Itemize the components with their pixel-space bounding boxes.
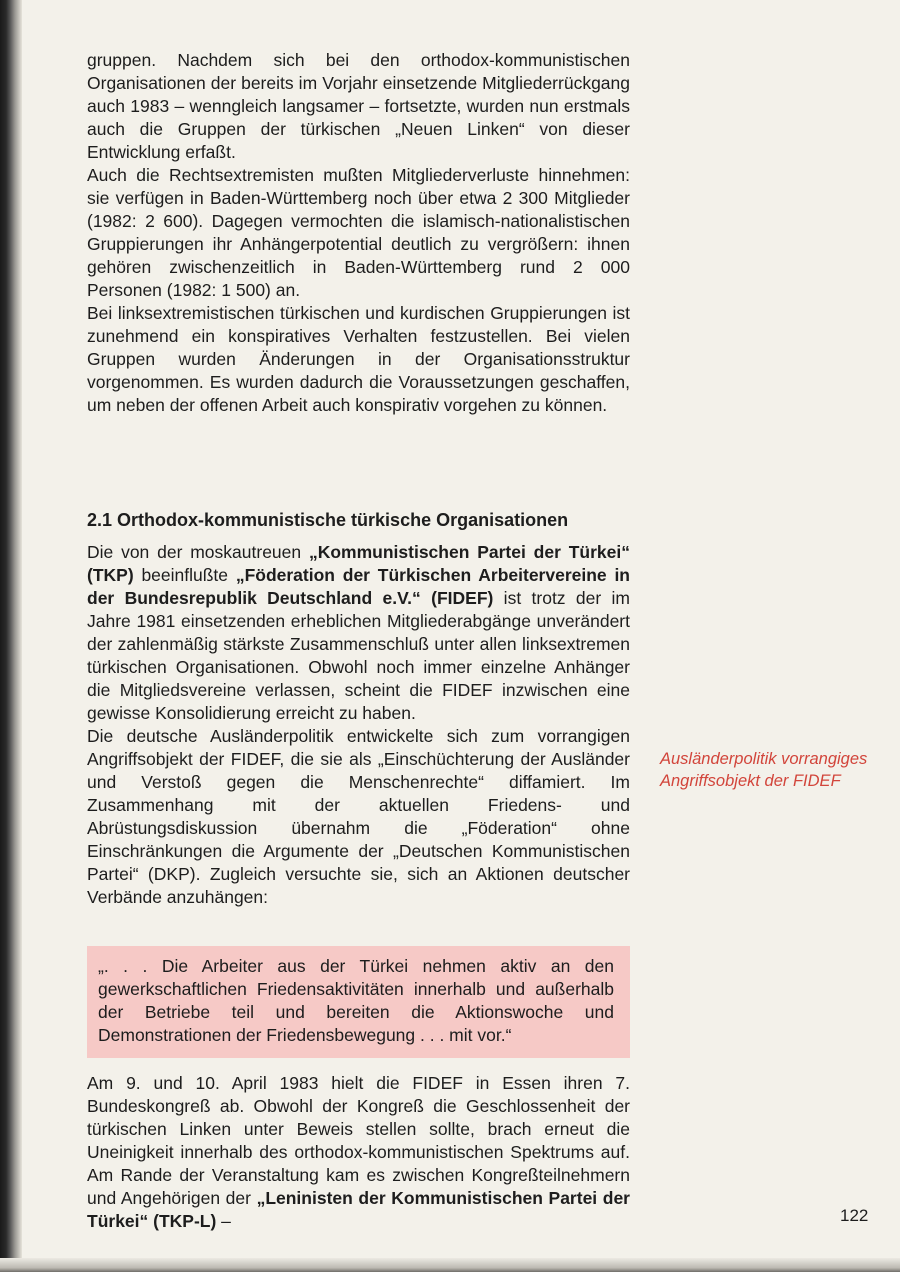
bold-run: „Föderation der Türkischen Arbeitervereine in der Bundesrepublik Deutschland e.V.“ (FIDEF) <box>87 565 630 608</box>
section-text-block <box>87 541 630 909</box>
paragraph: Die deutsche Ausländerpolitik entwickelte sich zum vorrangigen Angriffsobjekt der FIDEF, die sie als „Einschüchterung der Ausländer und Verstoß gegen die Menschenrechte“ diffamiert. Im Zusammenhang mit der aktuellen Friedens- und Abrüstungsdiskussion übernahm die „Föderation“ ohne Einschränkungen die Argumente der „Deutschen Kommunistischen Partei“ (DKP). Zugleich versuchte sie, sich an Aktionen deutscher Verbände anzuhängen: <box>87 726 630 907</box>
page-number: 122 <box>840 1206 869 1225</box>
paragraph: gruppen. Nachdem sich bei den orthodox-kommunistischen Organisationen der bereits im Vorjahr einsetzende Mitgliederrückgang auch 1983 – wenngleich langsamer – fortsetzte, wurden nun erstmals auch die Gruppen der türkischen „Neuen Linken“ von dieser Entwicklung erfaßt. <box>87 50 630 162</box>
quote-text: „. . . Die Arbeiter aus der Türkei nehmen aktiv an den gewerkschaftlichen Friedensaktivitäten innerhalb und außerhalb der Betriebe teil und bereiten die Aktionswoche und Demonstrationen der Friedensbewegung . . . mit vor.“ <box>98 956 614 1045</box>
paragraph: Bei linksextremistischen türkischen und kurdischen Gruppierungen ist zunehmend ein konspiratives Verhalten festzustellen. Bei vielen Gruppen wurden Änderungen in der Organisationsstruktur vorgenommen. Es wurden dadurch die Voraussetzungen geschaffen, um neben der offenen Arbeit auch konspirativ vorgehen zu können. <box>87 303 630 415</box>
bold-run: „Kommunistischen Partei der Türkei“ (TKP) <box>87 542 630 585</box>
text-run: beeinflußte <box>133 565 236 585</box>
bold-run: „Leninisten der Kommunistischen Partei der Türkei“ (TKP-L) <box>87 1188 630 1231</box>
page-bottom-edge <box>0 1258 900 1272</box>
text-run: – <box>216 1211 231 1231</box>
closing-text-block <box>87 1072 630 1233</box>
margin-note: Ausländerpolitik vorrangiges Angriffsobjekt der FIDEF <box>660 750 868 790</box>
text-run: Am 9. und 10. April 1983 hielt die FIDEF in Essen ihren 7. Bundeskongreß ab. Obwohl der Kongreß die Geschlossenheit der türkischen Linken unter Beweis stellen sollte, brach erneut die Uneinigkeit innerhalb des orthodox-kommunistischen Spektrums auf. Am Rande der Veranstaltung kam es zwischen Kongreßteilnehmern und Angehörigen der <box>87 1073 630 1208</box>
text-run: Die von der moskautreuen <box>87 542 309 562</box>
text-run: ist trotz der im Jahre 1981 einsetzenden erheblichen Mitgliederabgänge unverändert der zahlenmäßig stärkste Zusammenschluß unter allen linksextremen türkischen Organisationen. Obwohl noch immer einzelne Anhänger die Mitgliedsvereine verlassen, scheint die FIDEF inzwischen eine gewisse Konsolidierung erreicht zu haben. <box>87 588 630 723</box>
paragraph: Auch die Rechtsextremisten mußten Mitgliederverluste hinnehmen: sie verfügen in Baden-Württemberg noch über etwa 2 300 Mitglieder (1982: 2 600). Dagegen vermochten die islamisch-nationalistischen Gruppierungen ihr Anhängerpotential deutlich zu vergrößern: ihnen gehören zwischenzeitlich in Baden-Württemberg rund 2 000 Personen (1982: 1 500) an. <box>87 165 630 300</box>
intro-text-block <box>87 49 630 417</box>
paragraph <box>87 1072 630 1233</box>
book-spine-shadow <box>0 0 22 1272</box>
section-heading: 2.1 Orthodox-kommunistische türkische Organisationen <box>87 510 569 530</box>
paragraph <box>87 541 630 725</box>
